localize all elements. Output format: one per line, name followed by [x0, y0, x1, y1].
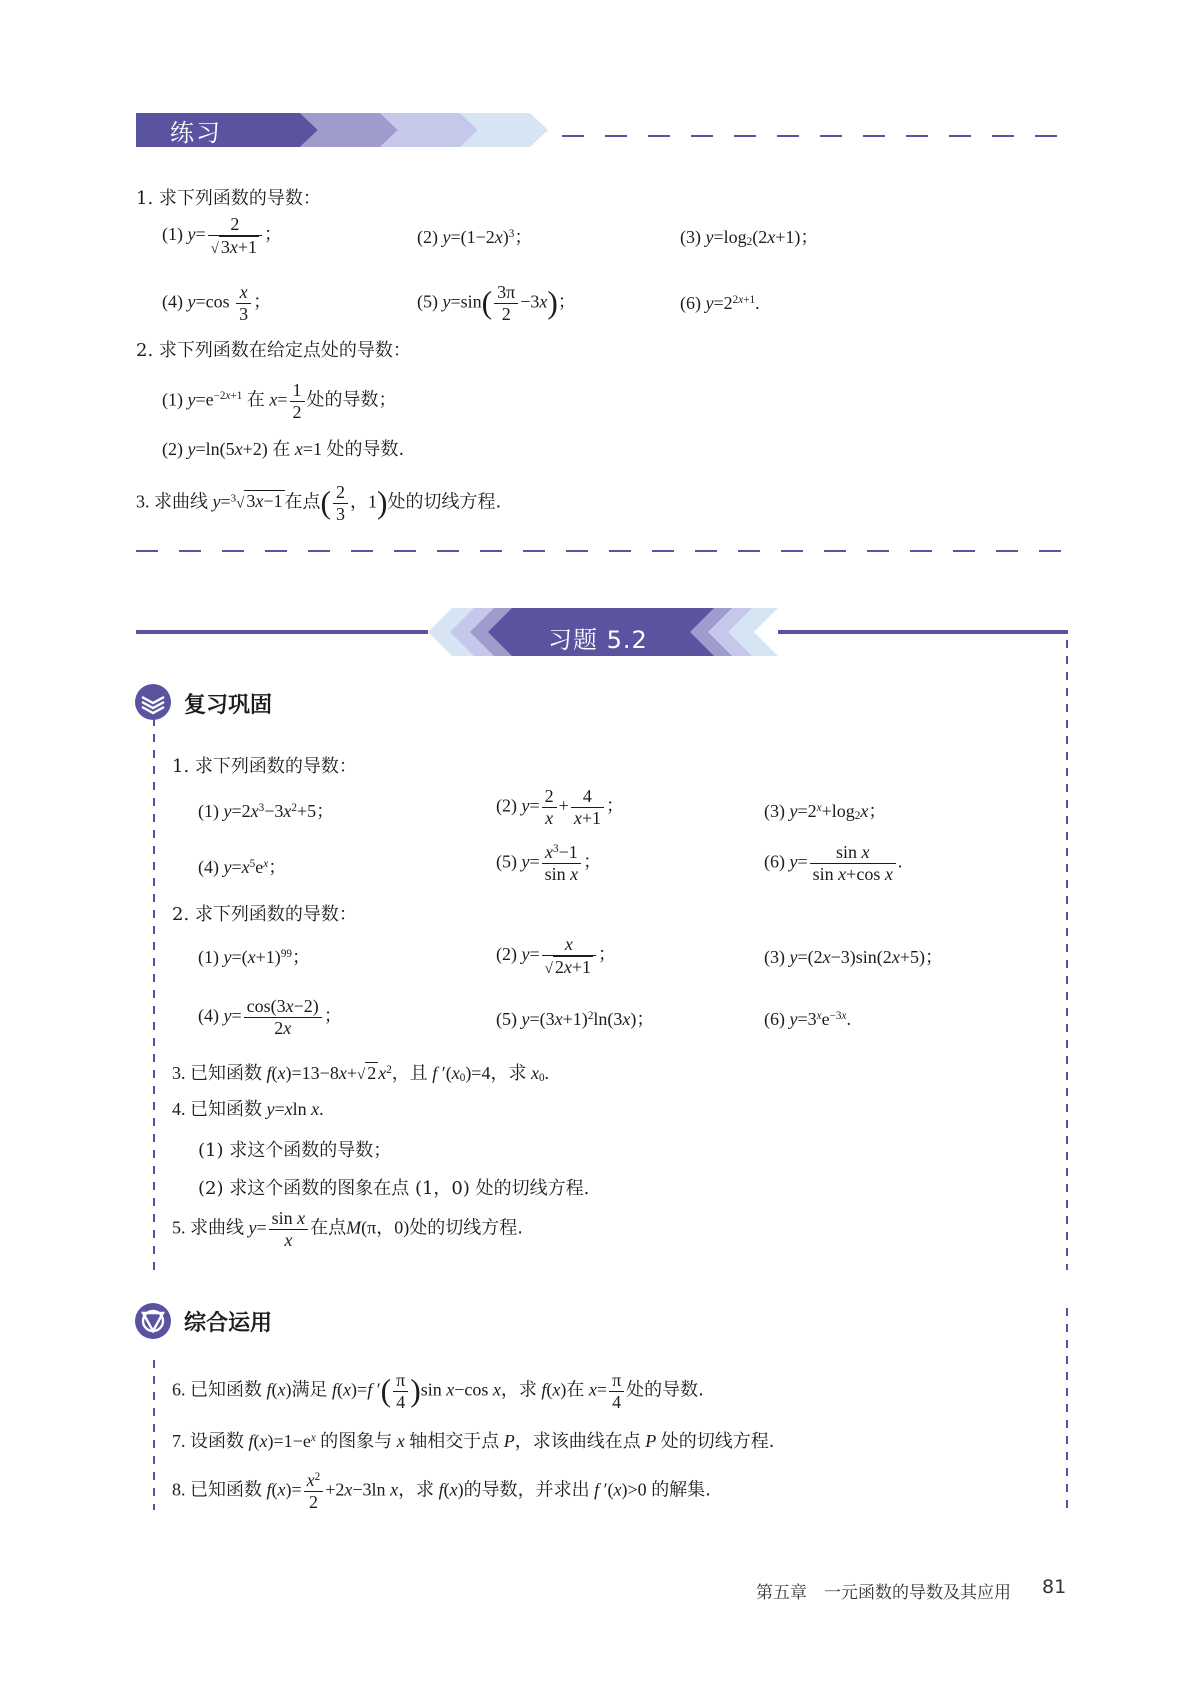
q-text: 求下列函数的导数：: [158, 188, 321, 209]
practice-q2: 2. 求下列函数在给定点处的导数：: [136, 340, 411, 361]
review-q5: 5. 求曲线 y= $\frac{\text{sin x}}{x}$ 在点M(π，0)处的切线方程.: [172, 1208, 523, 1250]
review-q1-4: (4) $y=x^5e^x$；: [198, 857, 287, 877]
review-q2-2: (2) y= $\frac{x}{√ 2x+1}$ ；: [496, 934, 617, 977]
practice-q1-6: (6) $y=2^{2x+1}$.: [680, 293, 760, 313]
review-q1: 1. 求下列函数的导数：: [172, 756, 357, 777]
review-q4-2: (2) 求这个函数的图象在点 (1，0) 处的切线方程.: [198, 1178, 590, 1199]
review-q1-5: (5) y= $\frac{x^3-1}{\text{sin x}}$ ；: [496, 842, 602, 884]
exercise-title: 习题 5.2: [548, 626, 648, 654]
practice-q1: [136, 184, 321, 210]
applied-q8: 8. 已知函数 f(x)= $\frac{x^2}{2}$ +2x−3ln x，求 f(x)的导数，并求出 f ′(x)>0 的解集.: [172, 1470, 711, 1512]
practice-q3: 3. 求曲线 y=$^3$√ 3x−1 在点( $\frac{2}{3}$ ，1)处的切线方程.: [136, 482, 502, 524]
review-q2-6: (6) $y=3^xe^{-3x}$.: [764, 1009, 851, 1029]
review-q4-1: (1) 求这个函数的导数；: [198, 1140, 392, 1161]
practice-q2-1: (1) $y=e^{-2x+1}$ 在 x= $\frac{1}{2}$ 处的导数；: [162, 380, 397, 422]
page-number: 81: [1042, 1576, 1067, 1598]
triangle-ring-icon: [134, 1302, 172, 1340]
practice-q1-3: (3) $y=\log_2(2x+1)$；: [680, 227, 819, 249]
review-q1-1: (1) $y=2x^3-3x^2+5$；: [198, 801, 335, 821]
practice-q1-4: (4) y=cos $\frac{x}{3}$ ；: [162, 282, 272, 324]
review-q2-1: (1) $y=(x+1)^{99}$；: [198, 947, 310, 967]
review-q3: 3. 已知函数 f(x)=13−8x+√ 2 $x^2$，且 f $'(x_0)=4$，求 $x_0$.: [172, 1063, 550, 1085]
review-q2: 2. 求下列函数的导数：: [172, 904, 357, 925]
chapter-footer: 第五章 一元函数的导数及其应用: [756, 1583, 1011, 1603]
practice-q1-5: (5) y=sin( $\frac{3\pi}{2}$ −3x)；: [417, 282, 576, 324]
applied-title: 综合运用: [184, 1311, 273, 1336]
review-q2-3: (3) y=(2x−3)sin(2x+5)；: [764, 947, 943, 967]
practice-q1-2: (2) $y=(1-2x)^3$；: [417, 227, 533, 247]
applied-q7: 7. 设函数 $f(x)=1-e^x$ 的图象与 x 轴相交于点 P，求该曲线在点 P 处的切线方程.: [172, 1431, 775, 1452]
q-number: 1.: [136, 188, 154, 209]
practice-end-divider: [0, 548, 1191, 554]
review-q2-4: (4) y= $\frac{\cos(3x-2)}{2x}$ ；: [198, 996, 342, 1038]
applied-q6: 6. 已知函数 f(x)满足 f(x)=f ′( $\frac{\pi}{4}$ )sin x−cos x，求 f(x)在 x= $\frac{\pi}{4}$ 处的导数.: [172, 1370, 704, 1412]
practice-q1-1: (1) y= $\frac{2}{√ 3x+1}$ ；: [162, 214, 283, 257]
review-q4: 4. 已知函数 y=xln x.: [172, 1099, 324, 1120]
practice-title: 练习: [170, 119, 222, 147]
review-q1-6: (6) y= $\frac{\text{sin x}}{\text{sin x+cos x}}$ .: [764, 842, 903, 884]
stack-layers-icon: [134, 683, 172, 721]
review-q1-2: (2) y= $\frac{2}{x}$ + $\frac{4}{x+1}$ ；: [496, 786, 624, 828]
review-title: 复习巩固: [184, 693, 273, 718]
review-q2-5: (5) $y=(3x+1)^2\ln(3x)$；: [496, 1009, 655, 1029]
review-q1-3: (3) $y=2^x+\log_2x$；: [764, 801, 887, 823]
practice-q2-2: (2) y=ln(5x+2) 在 x=1 处的导数.: [162, 439, 405, 460]
